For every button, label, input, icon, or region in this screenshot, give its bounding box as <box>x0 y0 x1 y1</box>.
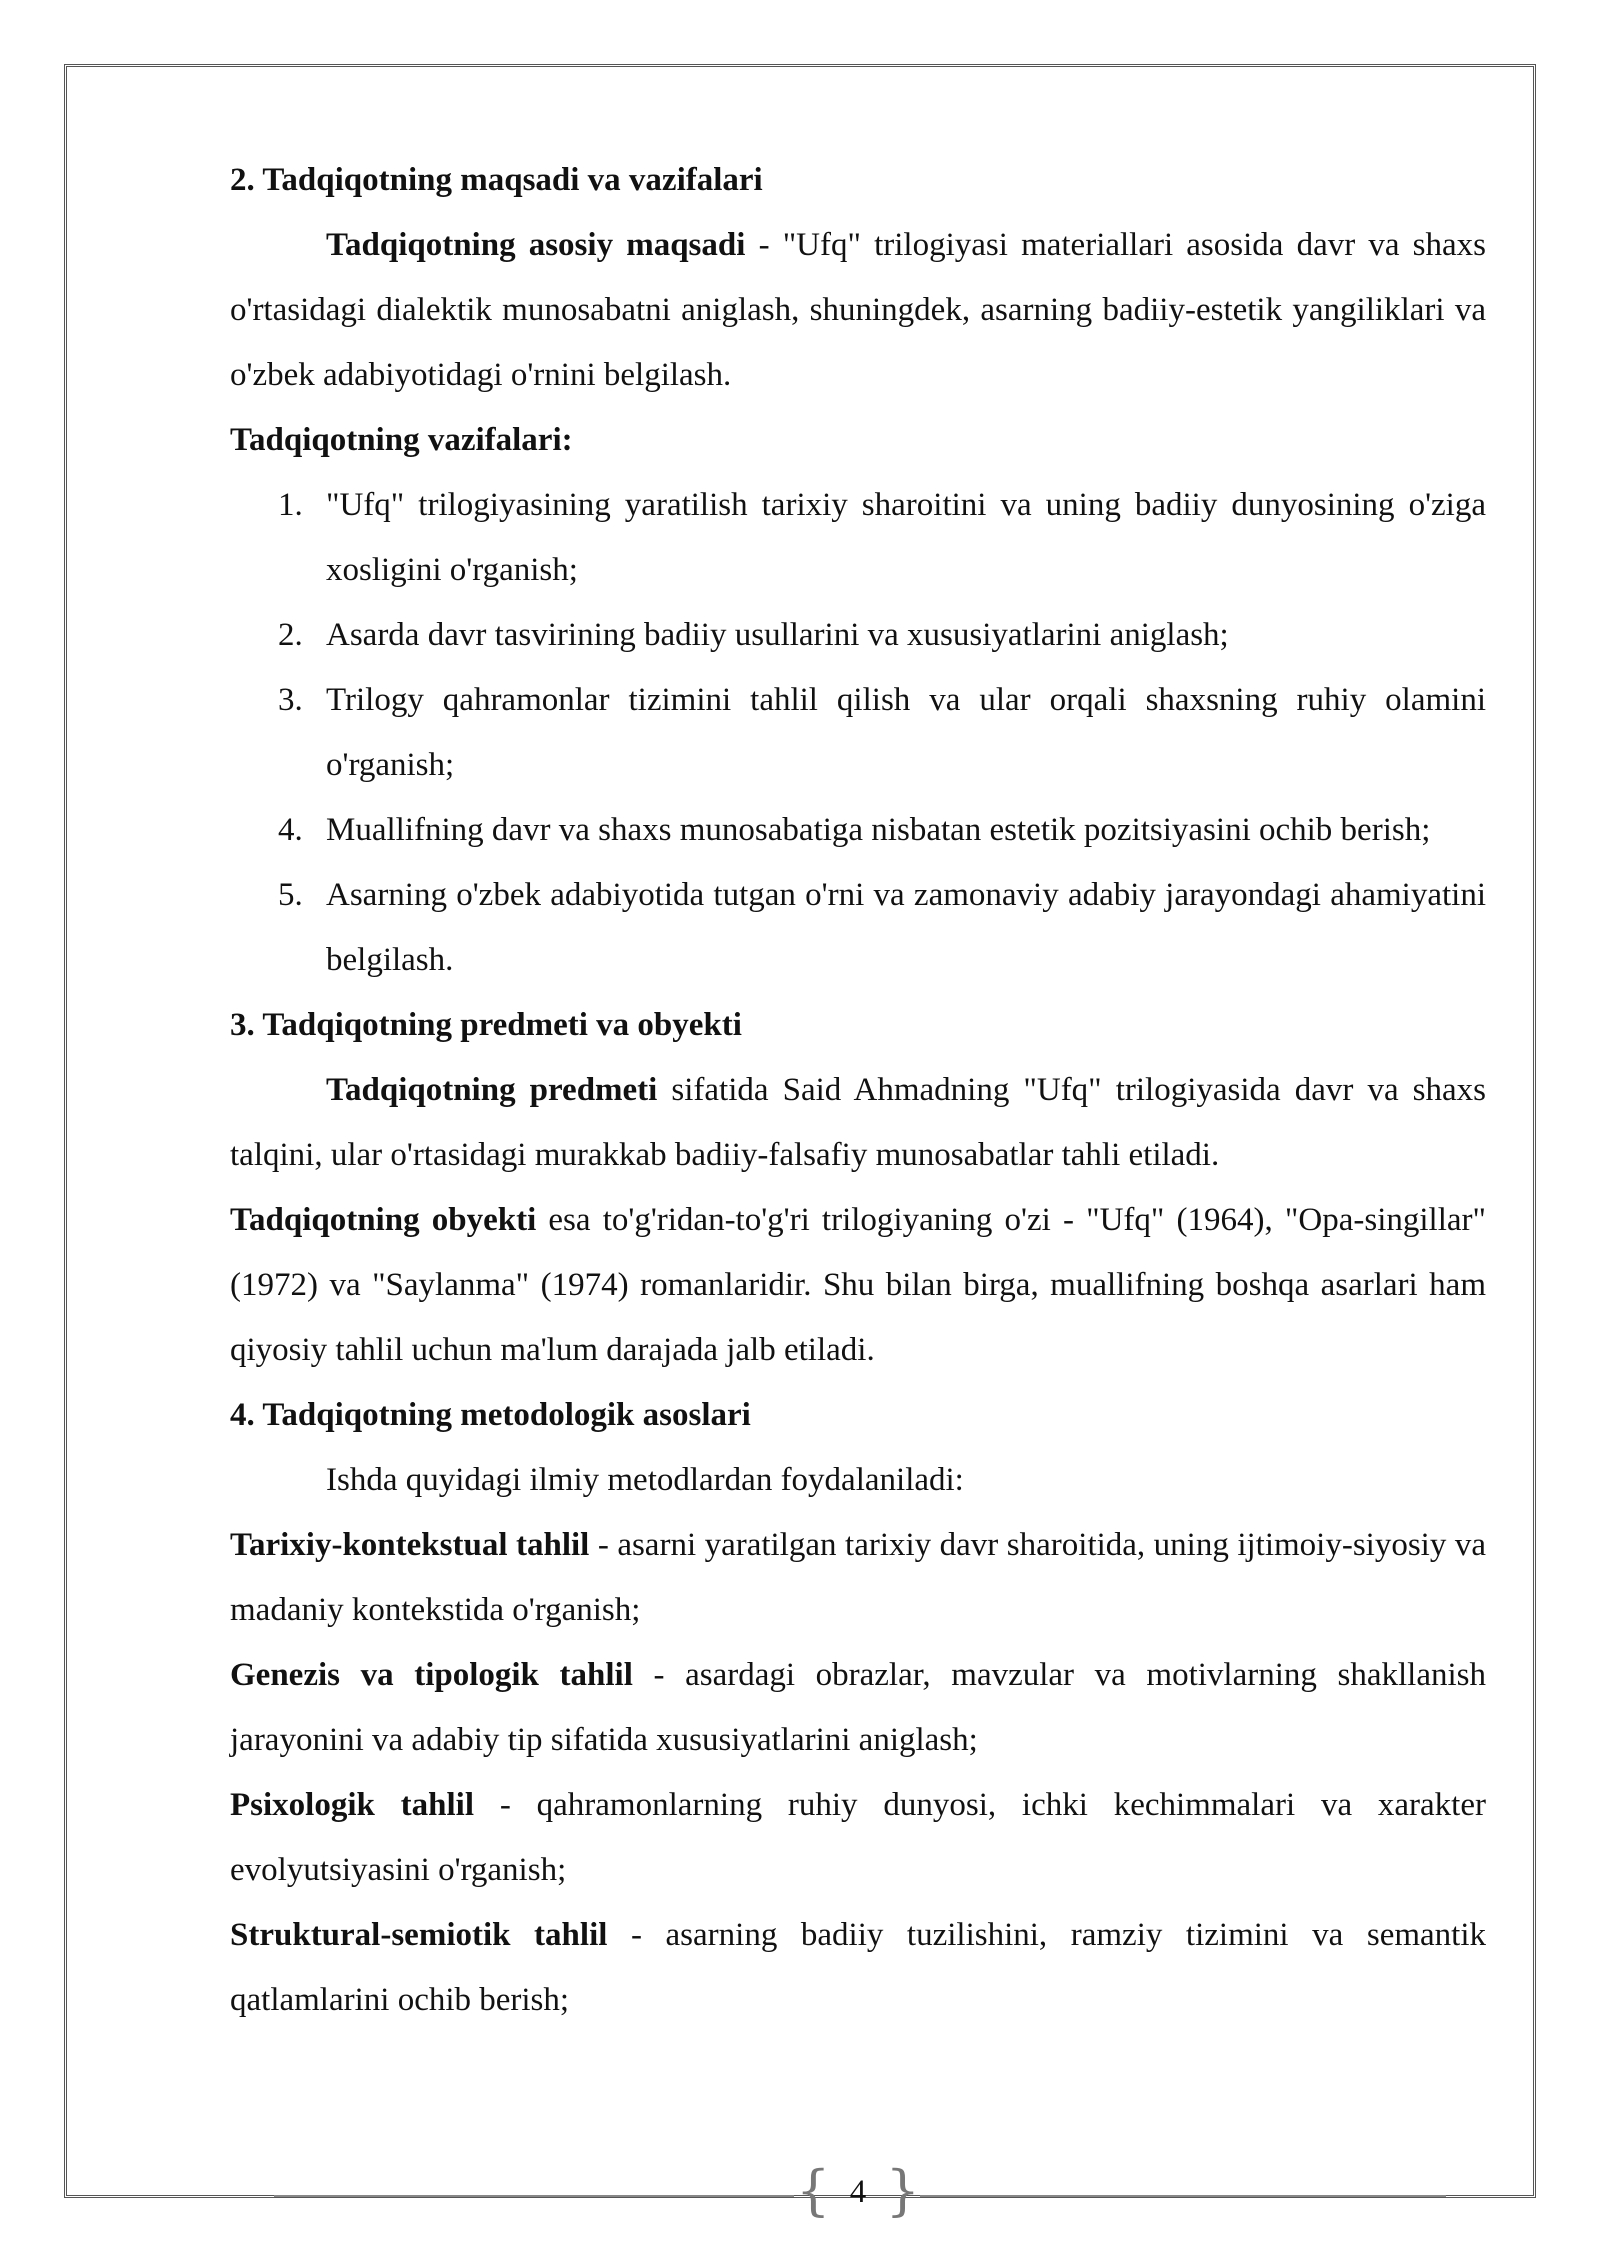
list-item-number: 4. <box>278 812 303 848</box>
document-body <box>230 148 1486 2033</box>
method-lead: Genezis va tipologik tahlil <box>230 1657 633 1693</box>
method-text: - qahramonlarning ruhiy dunyosi, ichki kechimmalari va xarakter evolyutsiyasini o'rganish; <box>230 1787 1486 1888</box>
method-paragraph <box>230 1513 1486 1643</box>
footer-divider-left <box>274 2195 794 2197</box>
method-lead: Psixologik tahlil <box>230 1787 475 1823</box>
list-item-text: Asarning o'zbek adabiyotida tutgan o'rni va zamonaviy adabiy jarayondagi ahamiyatini belgilash. <box>326 877 1486 978</box>
list-item-number: 2. <box>278 617 303 653</box>
list-item-number: 5. <box>278 877 303 913</box>
subject-text: sifatida Said Ahmadning "Ufq" trilogiyasida davr va shaxs talqini, ular o'rtasidagi murakkab badiiy-falsafiy munosabatlar tahli etiladi. <box>230 1072 1486 1173</box>
list-item-number: 1. <box>278 487 303 523</box>
method-paragraph <box>230 1903 1486 2033</box>
page-number-box <box>796 2159 920 2222</box>
list-item <box>230 863 1486 993</box>
methods-intro: Ishda quyidagi ilmiy metodlardan foydalaniladi: <box>326 1462 964 1498</box>
object-paragraph <box>230 1188 1486 1383</box>
aim-paragraph <box>230 213 1486 408</box>
object-lead: Tadqiqotning obyekti <box>230 1202 537 1238</box>
right-brace-icon: } <box>885 2159 920 2222</box>
list-item-text: Asarda davr tasvirining badiiy usullarini va xususiyatlarini aniglash; <box>326 617 1229 653</box>
aim-lead: Tadqiqotning asosiy maqsadi <box>326 227 746 263</box>
list-item <box>230 473 1486 603</box>
section-heading-subject: 3. Tadqiqotning predmeti va obyekti <box>230 1007 742 1043</box>
list-item-number: 3. <box>278 682 303 718</box>
method-paragraph <box>230 1773 1486 1903</box>
left-brace-icon: { <box>796 2159 831 2222</box>
method-text: - asarning badiiy tuzilishini, ramziy tizimini va semantik qatlamlarini ochib berish; <box>230 1917 1486 2018</box>
footer-divider-right <box>920 2195 1446 2197</box>
method-paragraph <box>230 1643 1486 1773</box>
list-item-text: Muallifning davr va shaxs munosabatiga nisbatan estetik pozitsiyasini ochib berish; <box>326 812 1431 848</box>
list-item <box>230 668 1486 798</box>
aim-text: - "Ufq" trilogiyasi materiallari asosida davr va shaxs o'rtasidagi dialektik munosabatni aniglash, shuningdek, asarning badiiy-estetik yangiliklari va o'zbek adabiyotidagi o'rnini belgilash. <box>230 227 1486 393</box>
section-heading-goals: 2. Tadqiqotning maqsadi va vazifalari <box>230 162 763 198</box>
tasks-list <box>230 473 1486 993</box>
object-text: esa to'g'ridan-to'g'ri trilogiyaning o'zi - "Ufq" (1964), "Opa-singillar" (1972) va "Saylanma" (1974) romanlaridir. Shu bilan birga, muallifning boshqa asarlari ham qiyosiy tahlil uchun ma'lum darajada jalb etiladi. <box>230 1202 1486 1368</box>
list-item-text: "Ufq" trilogiyasining yaratilish tarixiy sharoitini va uning badiiy dunyosining o'ziga xosligini o'rganish; <box>326 487 1486 588</box>
subject-paragraph <box>230 1058 1486 1188</box>
subject-lead: Tadqiqotning predmeti <box>326 1072 658 1108</box>
list-item <box>230 798 1486 863</box>
method-text: - asarni yaratilgan tarixiy davr sharoitida, uning ijtimoiy-siyosiy va madaniy kontekstida o'rganish; <box>230 1527 1486 1628</box>
list-item-text: Trilogy qahramonlar tizimini tahlil qilish va ular orqali shaxsning ruhiy olamini o'rganish; <box>326 682 1486 783</box>
method-text: - asardagi obrazlar, mavzular va motivlarning shakllanish jarayonini va adabiy tip sifatida xususiyatlarini aniglash; <box>230 1657 1486 1758</box>
page-number: 4 <box>849 2174 867 2210</box>
list-item <box>230 603 1486 668</box>
tasks-heading: Tadqiqotning vazifalari: <box>230 422 573 458</box>
section-heading-methods: 4. Tadqiqotning metodologik asoslari <box>230 1397 751 1433</box>
method-lead: Struktural-semiotik tahlil <box>230 1917 608 1953</box>
method-lead: Tarixiy-kontekstual tahlil <box>230 1527 590 1563</box>
